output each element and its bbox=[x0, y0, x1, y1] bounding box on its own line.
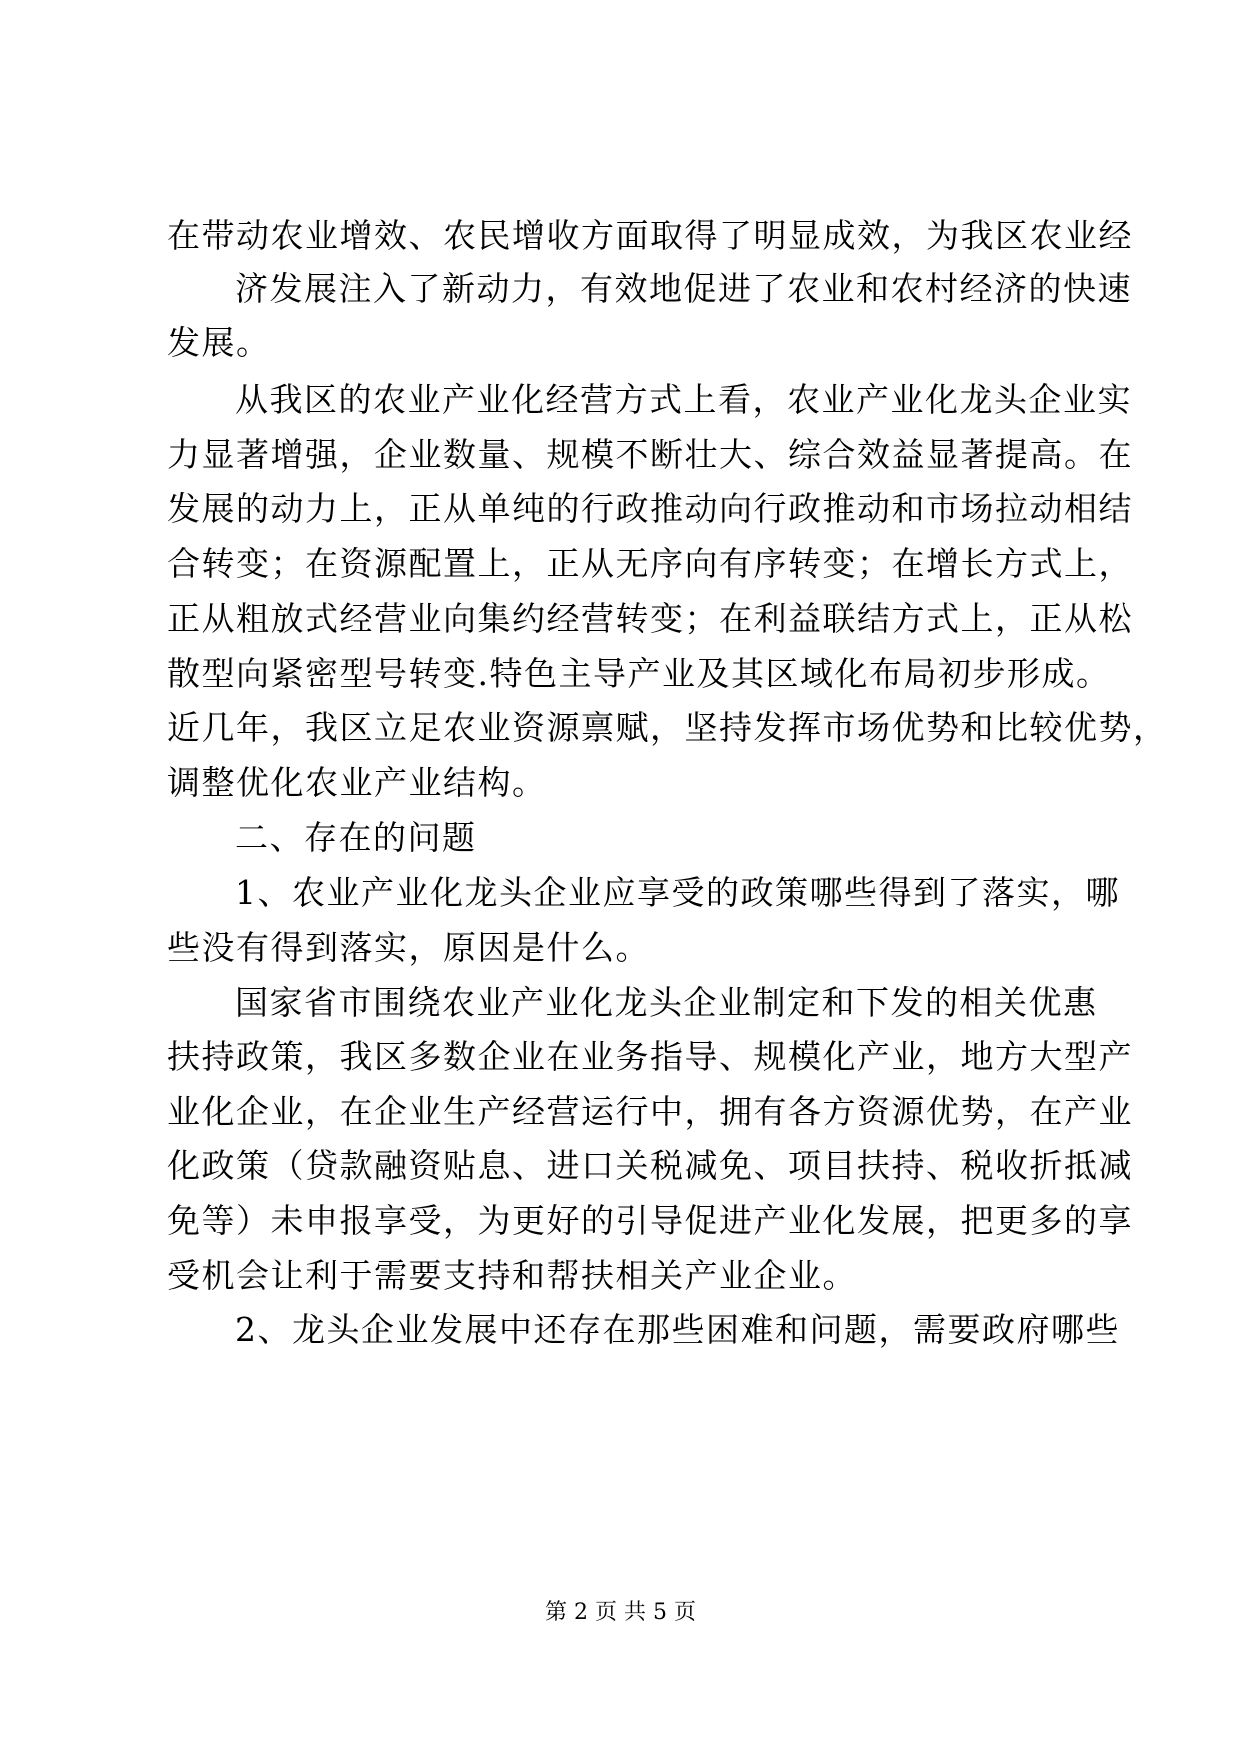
text-line: 受机会让利于需要支持和帮扶相关产业企业。 bbox=[167, 1256, 857, 1295]
text-line: 业化企业，在企业生产经营运行中，拥有各方资源优势，在产业 bbox=[167, 1092, 1133, 1131]
text-line: 在带动农业增效、农民增收方面取得了明显成效，为我区农业经 bbox=[167, 216, 1133, 255]
section-heading: 二、存在的问题 bbox=[235, 818, 477, 857]
text-line: 近几年，我区立足农业资源禀赋，坚持发挥市场优势和比较优势， bbox=[167, 708, 1168, 747]
text-line: 扶持政策，我区多数企业在业务指导、规模化产业，地方大型产 bbox=[167, 1037, 1133, 1076]
text-line: 调整优化农业产业结构。 bbox=[167, 763, 547, 802]
text-line: 济发展注入了新动力，有效地促进了农业和农村经济的快速 bbox=[235, 269, 1132, 308]
text-line: 正从粗放式经营业向集约经营转变；在利益联结方式上，正从松 bbox=[167, 599, 1133, 638]
text-line: 发展。 bbox=[167, 323, 271, 362]
text-line: 合转变；在资源配置上，正从无序向有序转变；在增长方式上， bbox=[167, 544, 1133, 583]
text-line: 力显著增强，企业数量、规模不断壮大、综合效益显著提高。在 bbox=[167, 435, 1133, 474]
text-line: 免等）未申报享受，为更好的引导促进产业化发展，把更多的享 bbox=[167, 1201, 1133, 1240]
page-number-footer: 第 2 页 共 5 页 bbox=[545, 1600, 696, 1625]
text-line: 些没有得到落实，原因是什么。 bbox=[167, 928, 650, 967]
text-line: 散型向紧密型号转变.特色主导产业及其区域化布局初步形成。 bbox=[167, 654, 1111, 693]
text-line: 发展的动力上，正从单纯的行政推动向行政推动和市场拉动相结 bbox=[167, 489, 1133, 528]
paragraph-start-line: 2、龙头企业发展中还存在那些困难和问题，需要政府哪些 bbox=[235, 1310, 1120, 1349]
text-line: 化政策（贷款融资贴息、进口关税减免、项目扶持、税收折抵减 bbox=[167, 1146, 1133, 1185]
paragraph-start-line: 从我区的农业产业化经营方式上看，农业产业化龙头企业实 bbox=[235, 380, 1132, 419]
paragraph-start-line: 国家省市围绕农业产业化龙头企业制定和下发的相关优惠 bbox=[235, 983, 1098, 1022]
paragraph-start-line: 1、农业产业化龙头企业应享受的政策哪些得到了落实，哪 bbox=[235, 873, 1120, 912]
